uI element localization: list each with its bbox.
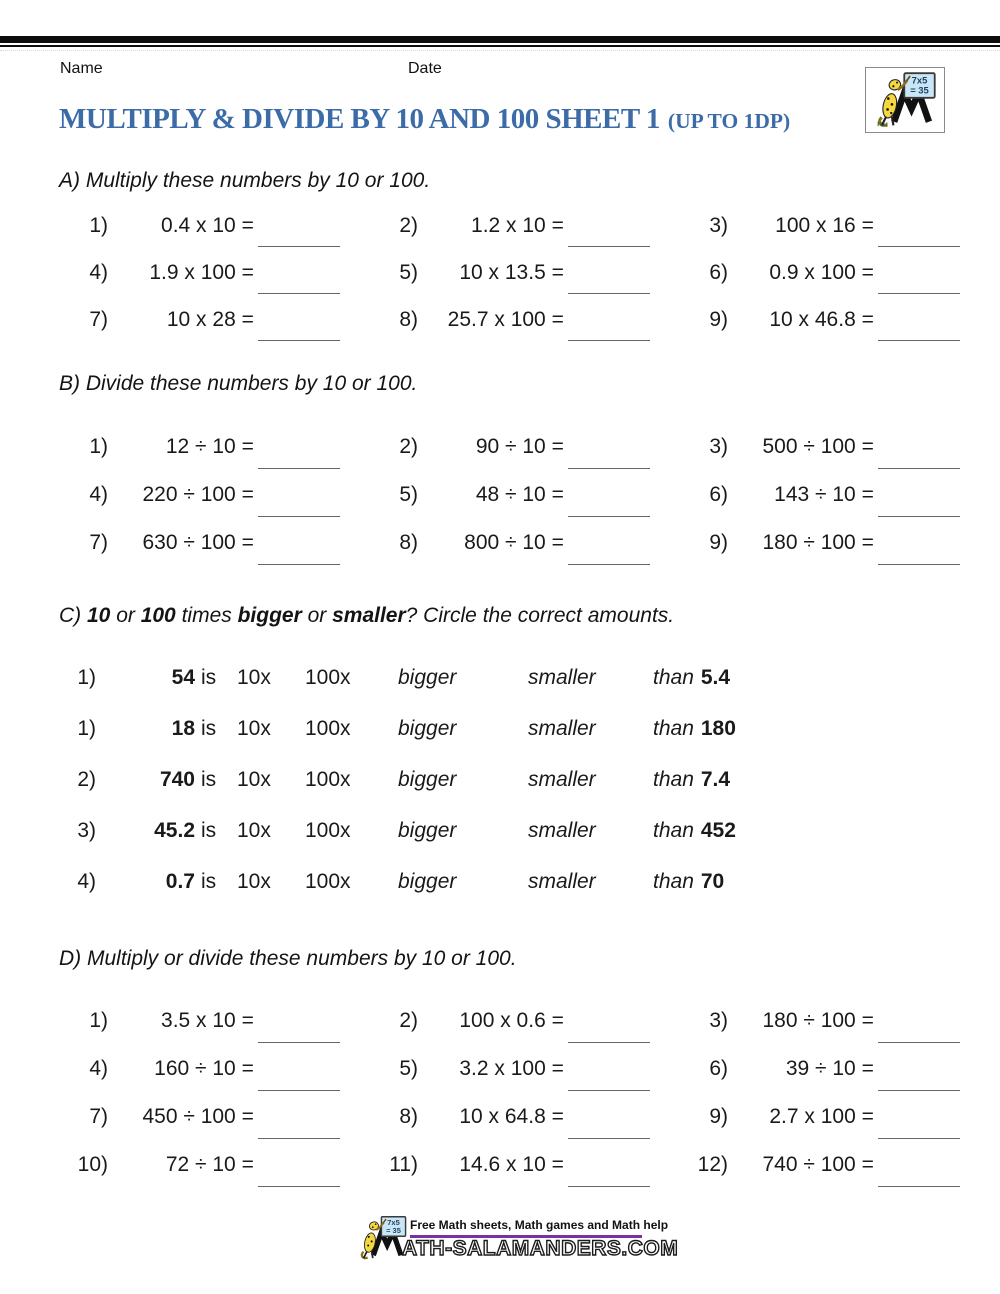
problem (338, 1008, 648, 1056)
problem-expression: 10 x 13.5 = (459, 261, 564, 284)
answer-blank[interactable] (878, 468, 960, 469)
option-100x[interactable]: 100x (305, 819, 351, 842)
svg-text:7x5: 7x5 (911, 74, 928, 86)
option-bigger[interactable]: bigger (398, 768, 457, 791)
page-title (59, 103, 790, 136)
heading-part: ? Circle the correct amounts. (405, 604, 675, 627)
problem-number: 5) (399, 261, 418, 284)
problem-number: 6) (709, 261, 728, 284)
svg-text:7x5: 7x5 (387, 1217, 400, 1227)
option-10x[interactable]: 10x (237, 819, 271, 842)
problem-expression: 12 ÷ 10 = (165, 435, 254, 458)
option-smaller[interactable]: smaller (528, 768, 596, 791)
problem-expression: 48 ÷ 10 = (475, 483, 564, 506)
problem (338, 1056, 648, 1104)
problem-expression: 100 x 0.6 = (459, 1009, 564, 1032)
section-a-problems (28, 213, 973, 354)
problem-number: 5) (399, 1057, 418, 1080)
heading-part: times (175, 604, 238, 627)
row-number: 3) (77, 819, 96, 842)
problem-number: 5) (399, 483, 418, 506)
row-number: 2) (77, 768, 96, 791)
row-number: 1) (77, 717, 96, 740)
svg-text:= 35: = 35 (910, 84, 929, 96)
problem-number: 12) (697, 1153, 728, 1176)
than-group (653, 665, 730, 690)
problem (28, 482, 338, 530)
problem-expression: 220 ÷ 100 = (142, 483, 254, 506)
heading-part: C) (59, 604, 87, 627)
answer-blank[interactable] (878, 564, 960, 565)
problem-number: 2) (399, 435, 418, 458)
problem (338, 482, 648, 530)
than-group (653, 716, 736, 741)
than-label: than (653, 870, 694, 893)
title-suffix: (UP TO 1DP) (667, 109, 791, 133)
problem-expression: 3.5 x 10 = (161, 1009, 254, 1032)
row-value: 45.2 (154, 819, 195, 842)
heading-part: or (301, 604, 333, 627)
problem-number: 9) (709, 1105, 728, 1128)
problem-expression: 3.2 x 100 = (459, 1057, 564, 1080)
answer-blank[interactable] (878, 246, 960, 247)
problem (338, 307, 648, 354)
option-bigger[interactable]: bigger (398, 717, 457, 740)
problem-expression: 143 ÷ 10 = (774, 483, 874, 506)
row-value: 54 (171, 666, 195, 689)
answer-blank[interactable] (258, 1042, 340, 1043)
heading-part-bold: bigger (237, 604, 302, 627)
problem-number: 1) (89, 214, 108, 237)
heading-part: or (110, 604, 141, 627)
problem-number: 4) (89, 1057, 108, 1080)
section-b-problems (28, 434, 973, 578)
heading-part-bold: 100 (140, 604, 176, 627)
problem-number: 1) (89, 1009, 108, 1032)
answer-blank[interactable] (568, 1042, 650, 1043)
footer-tagline: Free Math sheets, Math games and Math help (410, 1218, 669, 1232)
problem (338, 434, 648, 482)
problem (338, 530, 648, 578)
answer-blank[interactable] (258, 1186, 340, 1187)
is-label: is (201, 768, 217, 791)
problem (338, 1104, 648, 1152)
problem (28, 1008, 338, 1056)
reference-value: 7.4 (700, 768, 731, 791)
problem-number: 3) (709, 435, 728, 458)
circle-row (0, 869, 1000, 920)
answer-blank[interactable] (258, 516, 340, 517)
option-bigger[interactable]: bigger (398, 870, 457, 893)
problem-number: 7) (89, 531, 108, 554)
answer-blank[interactable] (878, 1042, 960, 1043)
answer-blank[interactable] (878, 1186, 960, 1187)
than-label: than (653, 768, 694, 791)
reference-value: 180 (700, 717, 736, 740)
answer-blank[interactable] (568, 340, 650, 341)
problem (338, 260, 648, 307)
reference-value: 5.4 (700, 666, 731, 689)
answer-blank[interactable] (258, 1090, 340, 1091)
answer-blank[interactable] (568, 246, 650, 247)
problem-expression: 0.9 x 100 = (769, 261, 874, 284)
row-number: 4) (77, 870, 96, 893)
problem (648, 1056, 958, 1104)
problem (28, 307, 338, 354)
answer-blank[interactable] (568, 564, 650, 565)
title-main: MULTIPLY & DIVIDE BY 10 AND 100 SHEET 1 (59, 103, 660, 135)
answer-blank[interactable] (568, 1138, 650, 1139)
problem-number: 10) (77, 1153, 108, 1176)
is-label: is (201, 870, 217, 893)
answer-blank[interactable] (568, 468, 650, 469)
option-smaller[interactable]: smaller (528, 870, 596, 893)
than-group (653, 869, 724, 894)
problem (648, 307, 958, 354)
option-smaller[interactable]: smaller (528, 717, 596, 740)
problem-number: 6) (709, 1057, 728, 1080)
answer-blank[interactable] (258, 1138, 340, 1139)
circle-row (0, 665, 1000, 716)
circle-row (0, 716, 1000, 767)
problem-expression: 10 x 46.8 = (769, 308, 874, 331)
problem (28, 260, 338, 307)
problem (648, 482, 958, 530)
circle-row (0, 818, 1000, 869)
option-smaller[interactable]: smaller (528, 666, 596, 689)
problem (648, 260, 958, 307)
problem-expression: 160 ÷ 10 = (154, 1057, 254, 1080)
is-label: is (201, 819, 217, 842)
problem-number: 11) (389, 1153, 418, 1176)
problem-number: 6) (709, 483, 728, 506)
is-label: is (201, 717, 217, 740)
problem (338, 1152, 648, 1200)
answer-blank[interactable] (878, 516, 960, 517)
than-group (653, 767, 730, 792)
section-c-heading (59, 604, 674, 628)
circle-row (0, 767, 1000, 818)
problem (338, 213, 648, 260)
option-100x[interactable]: 100x (305, 870, 351, 893)
problem-number: 2) (399, 1009, 418, 1032)
answer-blank[interactable] (878, 1090, 960, 1091)
answer-blank[interactable] (258, 468, 340, 469)
date-label: Date (408, 60, 442, 77)
section-b-heading: B) Divide these numbers by 10 or 100. (59, 372, 418, 395)
answer-blank[interactable] (258, 246, 340, 247)
problem-expression: 25.7 x 100 = (447, 308, 564, 331)
option-10x[interactable]: 10x (237, 666, 271, 689)
name-label: Name (60, 60, 103, 77)
answer-blank[interactable] (258, 564, 340, 565)
option-smaller[interactable]: smaller (528, 819, 596, 842)
option-10x[interactable]: 10x (237, 717, 271, 740)
answer-blank[interactable] (568, 516, 650, 517)
problem-expression: 39 ÷ 10 = (785, 1057, 874, 1080)
problem-expression: 1.2 x 10 = (471, 214, 564, 237)
row-number: 1) (77, 666, 96, 689)
section-d-heading: D) Multiply or divide these numbers by 10 or 100. (59, 947, 517, 970)
problem (28, 1104, 338, 1152)
row-value: 740 (159, 768, 195, 791)
problem-number: 3) (709, 214, 728, 237)
section-c-rows (0, 665, 1000, 920)
problem-expression: 740 ÷ 100 = (762, 1153, 874, 1176)
than-group (653, 818, 736, 843)
than-label: than (653, 717, 694, 740)
problem (648, 1104, 958, 1152)
footer (356, 1212, 679, 1282)
answer-blank[interactable] (568, 293, 650, 294)
option-bigger[interactable]: bigger (398, 819, 457, 842)
problem (28, 1152, 338, 1200)
answer-blank[interactable] (878, 340, 960, 341)
row-value: 0.7 (165, 870, 195, 893)
problem-number: 4) (89, 483, 108, 506)
problem-number: 7) (89, 308, 108, 331)
problem-expression: 0.4 x 10 = (161, 214, 254, 237)
option-100x[interactable]: 100x (305, 768, 351, 791)
problem (648, 213, 958, 260)
answer-blank[interactable] (258, 293, 340, 294)
answer-blank[interactable] (568, 1186, 650, 1187)
problem (648, 1008, 958, 1056)
top-rule (0, 36, 1000, 51)
problem-number: 2) (399, 214, 418, 237)
problem-number: 8) (399, 531, 418, 554)
problem-expression: 180 ÷ 100 = (762, 1009, 874, 1032)
problem-number: 9) (709, 531, 728, 554)
problem-expression: 90 ÷ 10 = (475, 435, 564, 458)
problem-expression: 10 x 64.8 = (459, 1105, 564, 1128)
math-salamanders-logo (865, 67, 945, 133)
problem (648, 434, 958, 482)
problem-expression: 630 ÷ 100 = (142, 531, 254, 554)
problem-expression: 450 ÷ 100 = (142, 1105, 254, 1128)
problem-number: 4) (89, 261, 108, 284)
section-d-problems (28, 1008, 973, 1200)
problem-expression: 10 x 28 = (166, 308, 254, 331)
problem-number: 7) (89, 1105, 108, 1128)
than-label: than (653, 666, 694, 689)
footer-site-text: ATH-SALAMANDERS.COM (402, 1237, 679, 1260)
problem (28, 434, 338, 482)
option-100x[interactable]: 100x (305, 717, 351, 740)
problem-expression: 800 ÷ 10 = (464, 531, 564, 554)
problem (648, 1152, 958, 1200)
footer-salamander-logo-icon (356, 1215, 408, 1261)
heading-part-bold: 10 (87, 604, 111, 627)
row-value: 18 (171, 717, 195, 740)
option-100x[interactable]: 100x (305, 666, 351, 689)
problem-expression: 500 ÷ 100 = (762, 435, 874, 458)
than-label: than (653, 819, 694, 842)
problem-number: 3) (709, 1009, 728, 1032)
problem (28, 213, 338, 260)
answer-blank[interactable] (568, 1090, 650, 1091)
problem-expression: 100 x 16 = (775, 214, 874, 237)
problem-expression: 180 ÷ 100 = (762, 531, 874, 554)
option-bigger[interactable]: bigger (398, 666, 457, 689)
svg-text:= 35: = 35 (386, 1225, 401, 1235)
problem (28, 1056, 338, 1104)
reference-value: 70 (700, 870, 725, 893)
option-10x[interactable]: 10x (237, 768, 271, 791)
problem-number: 8) (399, 1105, 418, 1128)
problem (28, 530, 338, 578)
problem-expression: 1.9 x 100 = (149, 261, 254, 284)
problem (648, 530, 958, 578)
is-label: is (201, 666, 217, 689)
answer-blank[interactable] (878, 293, 960, 294)
salamander-logo-icon (872, 71, 938, 129)
reference-value: 452 (700, 819, 736, 842)
problem-expression: 14.6 x 10 = (459, 1153, 564, 1176)
heading-part-bold: smaller (332, 604, 406, 627)
problem-number: 8) (399, 308, 418, 331)
problem-number: 9) (709, 308, 728, 331)
option-10x[interactable]: 10x (237, 870, 271, 893)
section-a-heading: A) Multiply these numbers by 10 or 100. (59, 169, 431, 192)
problem-expression: 2.7 x 100 = (769, 1105, 874, 1128)
problem-expression: 72 ÷ 10 = (165, 1153, 254, 1176)
answer-blank[interactable] (878, 1138, 960, 1139)
answer-blank[interactable] (258, 340, 340, 341)
problem-number: 1) (89, 435, 108, 458)
